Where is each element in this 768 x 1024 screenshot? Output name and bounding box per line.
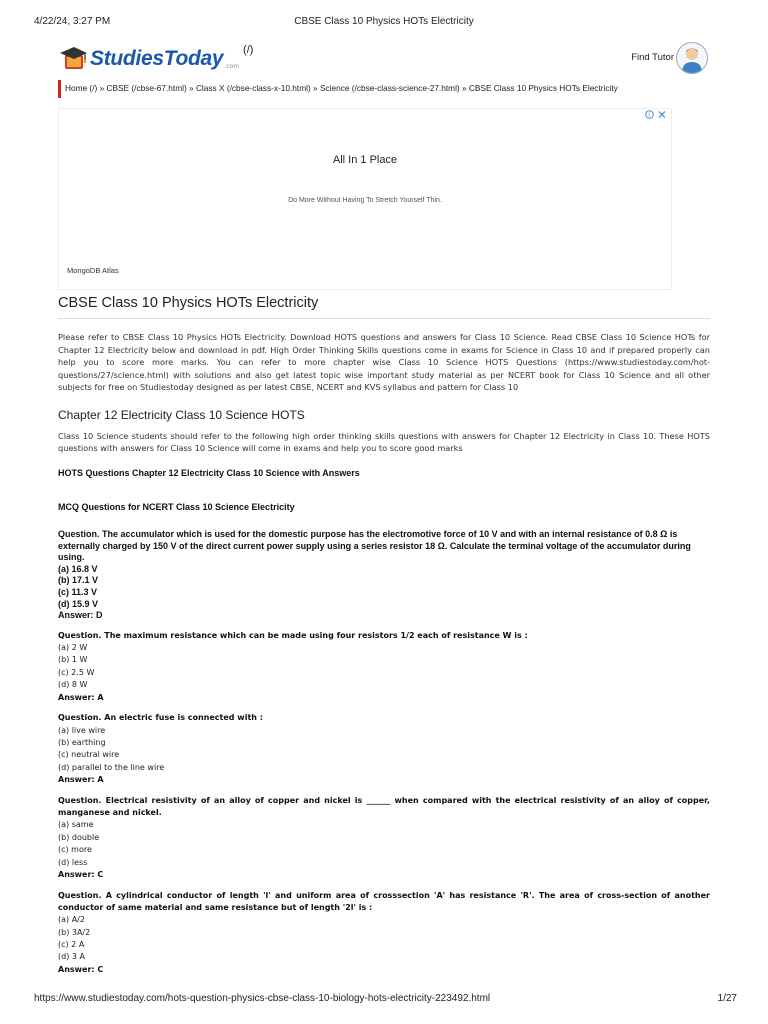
ad-brand: MongoDB Atlas [67, 266, 119, 275]
question-5 [58, 890, 710, 977]
question-2 [58, 630, 710, 705]
option: (b) double [58, 832, 100, 842]
option: (c) neutral wire [58, 750, 120, 760]
print-footer [0, 993, 768, 1009]
question-text: Question. A cylindrical conductor of length 'l' and uniform area of crosssection 'A' has resistance 'R'. The area of cross-section of another conductor of same material and same resistance but of length '2l' is : [58, 890, 710, 912]
find-tutor-link[interactable]: Find Tutor [631, 52, 674, 63]
ad-headline[interactable]: All In 1 Place [332, 154, 398, 166]
question-1 [58, 529, 710, 622]
option: (a) 2 W [58, 642, 88, 652]
intro-paragraph: Please refer to CBSE Class 10 Physics HOTs Electricity. Download HOTS questions and answers for Class 10 Science. Read CBSE Class 10 Science HOTs for Chapter 12 Electricity below and download in pdf. High Order Thinking Skills questions come in exams for Science in Class 10 and if prepared properly can help you to score more marks. You can refer to more chapter wise Class 10 Science HOTS Questions (https://www.studiestoday.com/hot-questions/27/science.html) with solutions and also get latest topic wise important study material as per NCERT book for Class 10 Science and all other subjects for free on Studiestoday designed as per latest CBSE, NCERT and KVS syllabus and pattern for Class 10 [58, 332, 710, 393]
site-logo[interactable] [58, 42, 253, 76]
option: (d) 8 W [58, 680, 88, 690]
option: (a) 16.8 V [58, 563, 98, 574]
print-datetime: 4/22/24, 3:27 PM [34, 16, 111, 27]
section-paragraph: Class 10 Science students should refer to the following high order thinking skills questions with answers for Chapter 12 Electricity in Class 10. These HOTS questions with answers for Class 10 Science will come in exams and help you to score good marks [58, 430, 710, 454]
option: (c) 2 A [58, 939, 85, 949]
avatar-icon[interactable] [676, 42, 708, 74]
hots-heading: HOTS Questions Chapter 12 Electricity Class 10 Science with Answers [58, 467, 360, 478]
option: (b) 3A/2 [58, 927, 91, 937]
question-3 [58, 712, 710, 787]
page-title: CBSE Class 10 Physics HOTs Electricity [58, 295, 710, 319]
option: (d) less [58, 857, 88, 867]
question-text: Question. Electrical resistivity of an alloy of copper and nickel is ______ when compared with the electrical resistivity of an alloy of copper, manganese and nickel. [58, 795, 710, 818]
ad-subtext: Do More Without Having To Stretch Yourself Thin. [288, 197, 442, 204]
option: (b) earthing [58, 737, 106, 747]
option: (c) 2.5 W [58, 667, 95, 677]
option: (a) live wire [58, 725, 106, 735]
option: (b) 1 W [58, 655, 88, 665]
question-4 [58, 795, 710, 882]
question-text: Question. The accumulator which is used for the domestic purpose has the electromotive force of 10 V and with an internal resistance of 0.8 Ω is externally charged by 150 V of the direct current power supply using a series resistor 18 Ω. Calculate the terminal voltage of the accumulator during using. [58, 528, 691, 563]
print-doc-title: CBSE Class 10 Physics HOTs Electricity [294, 16, 474, 27]
section-heading: Chapter 12 Electricity Class 10 Science HOTS [58, 407, 305, 422]
print-page-number: 1/27 [717, 993, 737, 1004]
print-url: https://www.studiestoday.com/hots-question-physics-cbse-class-10-biology-hots-electricity-223492.html [34, 993, 491, 1004]
advertisement[interactable] [58, 108, 672, 290]
print-header [0, 16, 768, 32]
option: (d) 3 A [58, 952, 85, 962]
question-text: Question. An electric fuse is connected with : [58, 713, 263, 723]
option: (d) parallel to the line wire [58, 762, 165, 772]
site-header [58, 42, 710, 78]
logo-link-text: (/) [243, 44, 254, 56]
svg-text:i: i [648, 111, 650, 119]
answer: Answer: A [58, 692, 104, 702]
option: (c) 11.3 V [58, 586, 98, 597]
answer: Answer: C [58, 964, 104, 974]
option: (d) 15.9 V [58, 598, 99, 609]
article-content [58, 331, 710, 976]
answer: Answer: C [58, 869, 104, 879]
option: (b) 17.1 V [58, 575, 99, 586]
logo-text: StudiesToday [90, 47, 224, 70]
option: (a) same [58, 820, 94, 830]
answer: Answer: A [58, 775, 104, 785]
option: (c) more [58, 845, 92, 855]
breadcrumb[interactable]: Home (/) » CBSE (/cbse-67.html) » Class X (/cbse-class-x-10.html) » Science (/cbse-class-science-27.html) » CBSE Class 10 Physics HOTs Electricity [58, 80, 715, 98]
logo-suffix: .com [224, 62, 240, 70]
answer: Answer: D [58, 610, 103, 621]
adchoices-icon[interactable] [645, 110, 667, 122]
mcq-heading: MCQ Questions for NCERT Class 10 Science Electricity [58, 502, 295, 513]
graduation-cap-icon [58, 45, 88, 73]
option: (a) A/2 [58, 915, 85, 925]
question-text: Question. The maximum resistance which can be made using four resistors 1/2 each of resistance W is : [58, 630, 528, 640]
